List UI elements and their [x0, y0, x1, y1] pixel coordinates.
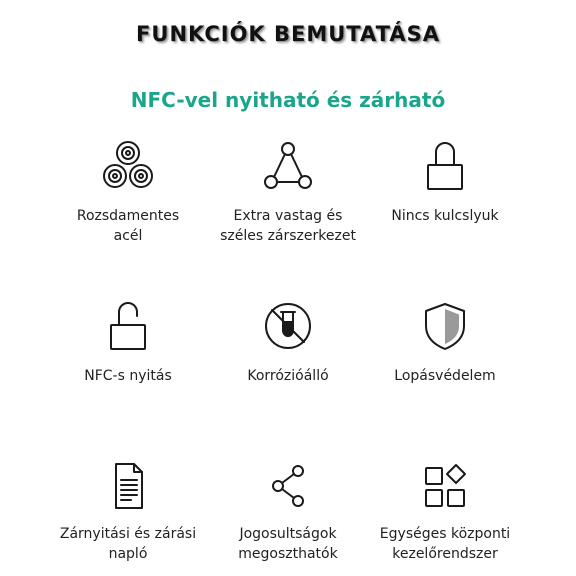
feature-label: Lopásvédelem [394, 368, 496, 384]
feature-lock-log [40, 462, 216, 564]
feature-label: Rozsdamentes acél [76, 208, 180, 244]
feature-label: Korrózióálló [247, 368, 329, 384]
apps-grid-icon [417, 462, 473, 510]
feature-label: NFC-s nyitás [84, 368, 172, 384]
feature-theft-protection [357, 300, 533, 386]
feature-shareable-permissions [200, 462, 376, 564]
feature-corrosion-resistant [200, 300, 376, 386]
feature-label: Jogosultságok megoszthatók [238, 526, 338, 562]
feature-no-keyhole [357, 140, 533, 226]
feature-central-management [357, 462, 533, 564]
feature-nfc-opening [40, 300, 216, 386]
share-icon [260, 462, 316, 510]
structure-triangle-icon [260, 140, 316, 192]
shield-icon [417, 300, 473, 352]
feature-label: Zárnyitási és zárási napló [59, 526, 197, 562]
steel-rolls-icon [100, 140, 156, 192]
feature-label: Nincs kulcslyuk [391, 208, 499, 224]
page-title: FUNKCIÓK BEMUTATÁSA [136, 22, 440, 46]
padlock-closed-icon [417, 140, 473, 192]
feature-label: Extra vastag és széles zárszerkezet [220, 208, 356, 244]
feature-label: Egységes központi kezelőrendszer [379, 526, 511, 562]
page-subtitle: NFC-vel nyitható és zárható [130, 88, 446, 112]
no-corrosion-icon [260, 300, 316, 352]
feature-stainless-steel [40, 140, 216, 246]
document-log-icon [100, 462, 156, 510]
feature-thick-lock-structure [200, 140, 376, 246]
padlock-open-icon [100, 300, 156, 352]
